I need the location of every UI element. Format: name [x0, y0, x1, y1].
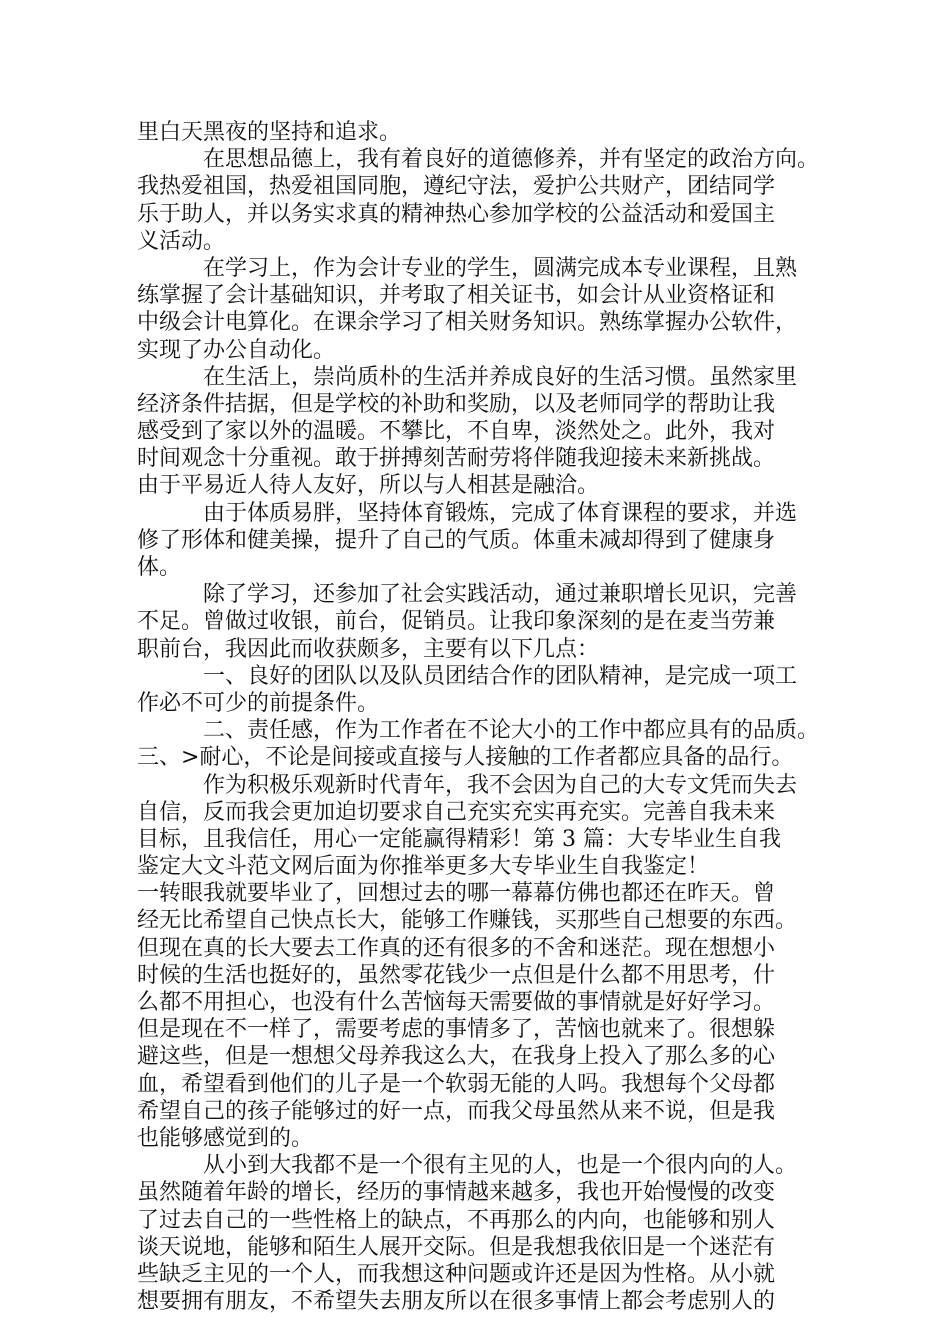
text-line: 经无比希望自己快点长大，能够工作赚钱，买那些自己想要的东西。 — [137, 908, 798, 934]
text-line: 希望自己的孩子能够过的好一点，而我父母虽然从来不说，但是我 — [137, 1098, 776, 1124]
text-line: 实现了办公自动化。 — [137, 337, 336, 363]
text-line: 在学习上，作为会计专业的学生，圆满完成本专业课程，且熟 — [137, 255, 798, 281]
text-line: 三、>耐心，不论是间接或直接与人接触的工作者都应具备的品行。 — [137, 745, 794, 771]
text-line: 除了学习，还参加了社会实践活动，通过兼职增长见识，完善 — [137, 582, 798, 608]
text-line: 时间观念十分重视。敢于拼搏刻苦耐劳将伴随我迎接未来新挑战。 — [137, 446, 776, 472]
text-line: 二、责任感，作为工作者在不论大小的工作中都应具有的品质。 — [137, 718, 820, 744]
text-line: 在生活上，崇尚质朴的生活并养成良好的生活习惯。虽然家里 — [137, 364, 798, 390]
text-line: 义活动。 — [137, 228, 226, 254]
text-line: 体。 — [137, 555, 182, 580]
text-line: 中级会计电算化。在课余学习了相关财务知识。熟练掌握办公软件， — [137, 310, 798, 336]
text-line: 时候的生活也挺好的，虽然零花钱少一点但是什么都不用思考，什 — [137, 962, 776, 988]
text-line: 想要拥有朋友，不希望失去朋友所以在很多事情上都会考虑别人的 — [137, 1289, 776, 1315]
text-line: 也能够感觉到的。 — [137, 1125, 314, 1151]
text-line: 作为积极乐观新时代青年，我不会因为自己的大专文凭而失去 — [137, 772, 798, 798]
text-line: 职前台，我因此而收获颇多，主要有以下几点： — [137, 636, 600, 662]
text-line: 鉴定大文斗范文网后面为你推举更多大专毕业生自我鉴定！ — [137, 854, 710, 880]
text-line: 么都不用担心，也没有什么苦恼每天需要做的事情就是好好学习。 — [137, 990, 776, 1015]
text-line: 些缺乏主见的一个人，而我想这种问题或许还是因为性格。从小就 — [137, 1261, 776, 1287]
text-line: 从小到大我都不是一个很有主见的人，也是一个很内向的人。 — [137, 1153, 798, 1179]
text-line: 不足。曾做过收银，前台，促销员。让我印象深刻的是在麦当劳兼 — [137, 609, 776, 635]
text-line: 但现在真的长大要去工作真的还有很多的不舍和迷茫。现在想想小 — [137, 935, 776, 961]
text-line: 一、良好的团队以及队员团结合作的团队精神，是完成一项工 — [137, 663, 798, 689]
document-page — [137, 119, 827, 1315]
text-line: 由于体质易胖，坚持体育锻炼，完成了体育课程的要求，并选 — [137, 500, 798, 526]
text-line: 避这些，但是一想想父母养我这么大，在我身上投入了那么多的心 — [137, 1044, 776, 1070]
text-line: 经济条件拮据，但是学校的补助和奖励，以及老师同学的帮助让我 — [137, 391, 776, 417]
text-line: 练掌握了会计基础知识，并考取了相关证书，如会计从业资格证和 — [137, 283, 776, 309]
text-line: 血，希望看到他们的儿子是一个软弱无能的人吗。我想每个父母都 — [137, 1071, 776, 1097]
text-line: 在思想品德上，我有着良好的道德修养，并有坚定的政治方向。 — [137, 147, 820, 173]
text-line: 修了形体和健美操，提升了自己的气质。体重未减却得到了健康身 — [137, 527, 776, 553]
text-line: 了过去自己的一些性格上的缺点，不再那么的内向，也能够和别人 — [137, 1207, 776, 1233]
text-line: 自信，反而我会更加迫切要求自己充实充实再充实。完善自我未来 — [137, 799, 776, 825]
text-line: 感受到了家以外的温暖。不攀比，不自卑，淡然处之。此外，我对 — [137, 419, 776, 445]
text-line: 作必不可少的前提条件。 — [137, 690, 380, 716]
text-line: 目标，且我信任，用心一定能赢得精彩！第 3 篇：大专毕业生自我 — [137, 826, 781, 852]
text-line: 里白天黑夜的坚持和追求。 — [137, 120, 402, 145]
text-line: 但是现在不一样了，需要考虑的事情多了，苦恼也就来了。很想躲 — [137, 1017, 776, 1043]
text-line: 乐于助人，并以务实求真的精神热心参加学校的公益活动和爱国主 — [137, 201, 776, 227]
text-line: 由于平易近人待人友好，所以与人相甚是融洽。 — [137, 473, 600, 499]
text-line: 虽然随着年龄的增长，经历的事情越来越多，我也开始慢慢的改变 — [137, 1180, 776, 1206]
text-line: 一转眼我就要毕业了，回想过去的哪一幕幕仿佛也都还在昨天。曾 — [137, 881, 776, 907]
text-line: 我热爱祖国，热爱祖国同胞，遵纪守法，爱护公共财产，团结同学 — [137, 174, 776, 200]
text-line: 谈天说地，能够和陌生人展开交际。但是我想我依旧是一个迷茫有 — [137, 1234, 776, 1260]
